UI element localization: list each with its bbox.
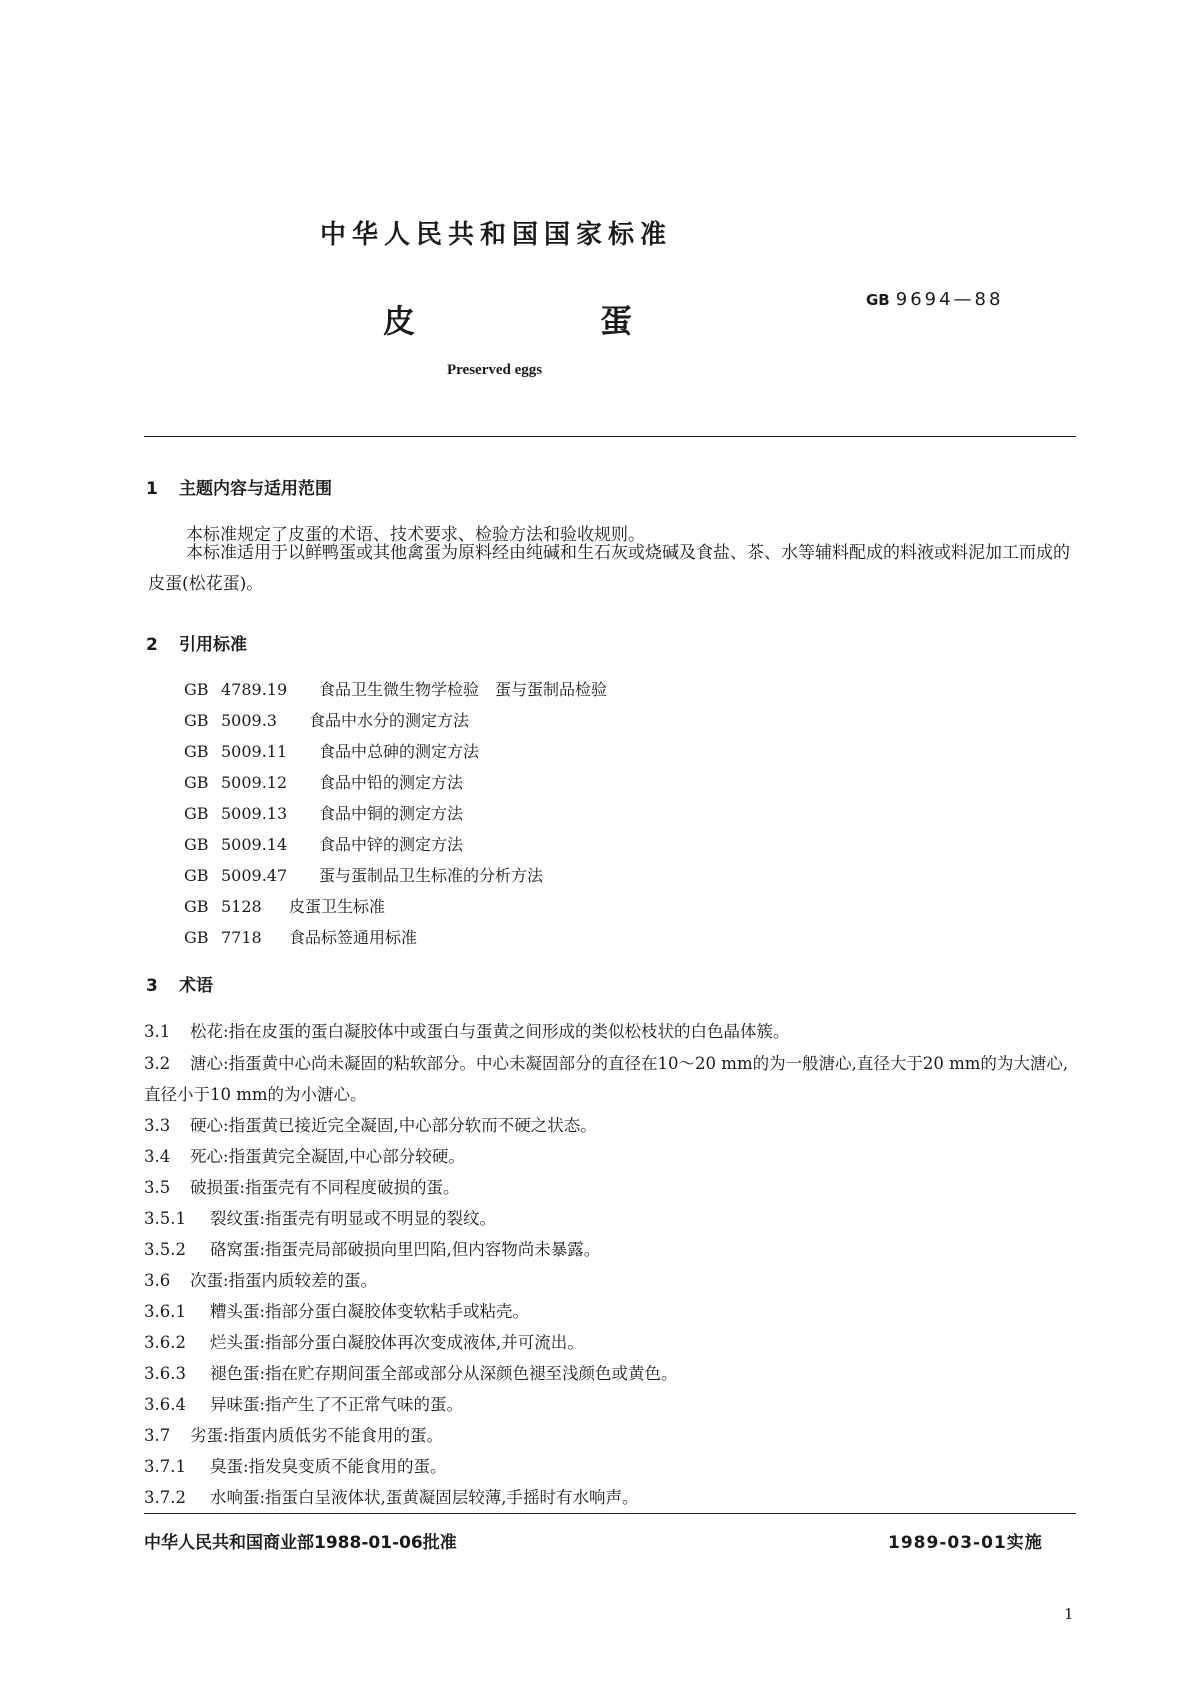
term-item <box>144 1298 529 1322</box>
term-number: 3.7 <box>144 1426 171 1445</box>
ref-prefix: GB <box>184 866 209 885</box>
approval-statement: 中华人民共和国商业部1988-01-06批准 <box>144 1533 457 1553</box>
section-1-paragraph-1: 本标准规定了皮蛋的术语、技术要求、检验方法和验收规则。 <box>186 525 645 545</box>
ref-number: 5009.14 <box>221 835 288 854</box>
section-title: 术语 <box>179 976 213 996</box>
reference-item <box>184 708 469 731</box>
term-text: 烂头蛋:指部分蛋白凝胶体再次变成液体,并可流出。 <box>210 1333 584 1352</box>
term-text: 臭蛋:指发臭变质不能食用的蛋。 <box>210 1457 447 1476</box>
ref-title: 食品中铅的测定方法 <box>319 773 464 792</box>
ref-prefix: GB <box>184 897 209 916</box>
section-number: 1 <box>146 479 158 499</box>
term-text: 水响蛋:指蛋白呈液体状,蛋黄凝固层较薄,手摇时有水响声。 <box>210 1488 639 1507</box>
term-item <box>144 1112 597 1136</box>
ref-prefix: GB <box>184 680 209 699</box>
term-text: 死心:指蛋黄完全凝固,中心部分较硬。 <box>190 1147 465 1166</box>
term-item <box>144 1484 639 1508</box>
term-text: 异味蛋:指产生了不正常气味的蛋。 <box>210 1395 464 1414</box>
term-text: 溏心:指蛋黄中心尚未凝固的粘软部分。中心未凝固部分的直径在10～20 mm的为一般溏心,直径大于20 mm的为大溏心,直径小于10 mm的为小溏心。 <box>144 1054 1069 1104</box>
term-item <box>144 1174 460 1198</box>
ref-prefix: GB <box>184 773 209 792</box>
term-number: 3.7.2 <box>144 1488 186 1507</box>
reference-item <box>184 863 543 886</box>
document-title-part1: 皮 <box>383 302 416 340</box>
term-number: 3.6.1 <box>144 1302 186 1321</box>
section-3-heading <box>146 971 213 996</box>
term-number: 3.6.3 <box>144 1364 186 1383</box>
term-text: 次蛋:指蛋内质较差的蛋。 <box>190 1271 378 1290</box>
ref-number: 5009.47 <box>221 866 288 885</box>
reference-item <box>184 677 607 700</box>
section-title: 主题内容与适用范围 <box>179 479 332 499</box>
section-title: 引用标准 <box>179 635 247 655</box>
ref-number: 5009.13 <box>221 804 288 823</box>
ref-prefix: GB <box>184 928 209 947</box>
section-number: 3 <box>146 976 158 996</box>
term-item <box>144 1422 443 1446</box>
document-title-part2: 蛋 <box>600 302 633 340</box>
ref-title: 蛋与蛋制品卫生标准的分析方法 <box>319 866 544 885</box>
term-text: 硬心:指蛋黄已接近完全凝固,中心部分软而不硬之状态。 <box>190 1116 597 1135</box>
footer-rule <box>144 1513 1076 1514</box>
ref-title: 食品中水分的测定方法 <box>309 711 470 730</box>
ref-title: 食品卫生微生物学检验 蛋与蛋制品检验 <box>319 680 608 699</box>
ref-title: 皮蛋卫生标准 <box>289 897 386 916</box>
ref-prefix: GB <box>184 804 209 823</box>
country-standard-title: 中华人民共和国国家标准 <box>320 220 673 250</box>
standard-code-number: 9694—88 <box>895 289 1004 310</box>
term-number: 3.4 <box>144 1147 171 1166</box>
section-2-heading <box>146 630 247 655</box>
term-item <box>144 1143 465 1167</box>
term-text: 糟头蛋:指部分蛋白凝胶体变软粘手或粘壳。 <box>210 1302 530 1321</box>
term-text: 褪色蛋:指在贮存期间蛋全部或部分从深颜色褪至浅颜色或黄色。 <box>210 1364 678 1383</box>
ref-title: 食品中总砷的测定方法 <box>319 742 480 761</box>
term-number: 3.6.2 <box>144 1333 186 1352</box>
section-1-heading <box>146 474 332 499</box>
term-number: 3.7.1 <box>144 1457 186 1476</box>
ref-number: 5009.12 <box>221 773 288 792</box>
english-subtitle: Preserved eggs <box>447 362 543 378</box>
term-text: 劣蛋:指蛋内质低劣不能食用的蛋。 <box>190 1426 444 1445</box>
section-1-paragraph-2: 本标准适用于以鲜鸭蛋或其他禽蛋为原料经由纯碱和生石灰或烧碱及食盐、茶、水等辅料配成的料液或料泥加工而成的皮蛋(松花蛋)。 <box>148 543 1070 594</box>
term-text: 松花:指在皮蛋的蛋白凝胶体中或蛋白与蛋黄之间形成的类似松枝状的白色晶体簇。 <box>190 1022 790 1041</box>
section-number: 2 <box>146 635 158 655</box>
term-number: 3.1 <box>144 1022 171 1041</box>
term-item <box>144 1018 790 1042</box>
ref-number: 5009.3 <box>221 711 277 730</box>
ref-number: 7718 <box>221 928 262 947</box>
header-rule <box>144 436 1076 437</box>
reference-item <box>184 739 479 762</box>
reference-item <box>184 925 417 948</box>
reference-item <box>184 832 463 855</box>
term-item <box>144 1267 377 1291</box>
term-item <box>144 1453 447 1477</box>
term-item <box>144 1048 1074 1110</box>
term-item <box>144 1329 584 1353</box>
term-item <box>144 1360 678 1384</box>
term-number: 3.5 <box>144 1178 171 1197</box>
ref-number: 5009.11 <box>221 742 288 761</box>
ref-title: 食品标签通用标准 <box>289 928 418 947</box>
ref-number: 5128 <box>221 897 262 916</box>
page-number: 1 <box>1064 1605 1074 1623</box>
term-number: 3.5.2 <box>144 1240 186 1259</box>
term-number: 3.6 <box>144 1271 171 1290</box>
term-number: 3.2 <box>144 1054 171 1073</box>
standard-code-prefix: GB <box>866 291 890 309</box>
term-item <box>144 1236 600 1260</box>
reference-item <box>184 770 463 793</box>
term-item <box>144 1391 463 1415</box>
term-item <box>144 1205 496 1229</box>
reference-item <box>184 801 463 824</box>
term-text: 硌窝蛋:指蛋壳局部破损向里凹陷,但内容物尚未暴露。 <box>210 1240 601 1259</box>
ref-prefix: GB <box>184 835 209 854</box>
term-text: 破损蛋:指蛋壳有不同程度破损的蛋。 <box>190 1178 460 1197</box>
standard-code <box>866 289 1003 310</box>
implementation-date: 1989-03-01实施 <box>888 1533 1043 1553</box>
term-text: 裂纹蛋:指蛋壳有明显或不明显的裂纹。 <box>210 1209 497 1228</box>
ref-title: 食品中铜的测定方法 <box>319 804 464 823</box>
term-number: 3.5.1 <box>144 1209 186 1228</box>
term-number: 3.3 <box>144 1116 171 1135</box>
ref-prefix: GB <box>184 742 209 761</box>
reference-item <box>184 894 385 917</box>
ref-prefix: GB <box>184 711 209 730</box>
term-number: 3.6.4 <box>144 1395 186 1414</box>
ref-number: 4789.19 <box>221 680 288 699</box>
ref-title: 食品中锌的测定方法 <box>319 835 464 854</box>
